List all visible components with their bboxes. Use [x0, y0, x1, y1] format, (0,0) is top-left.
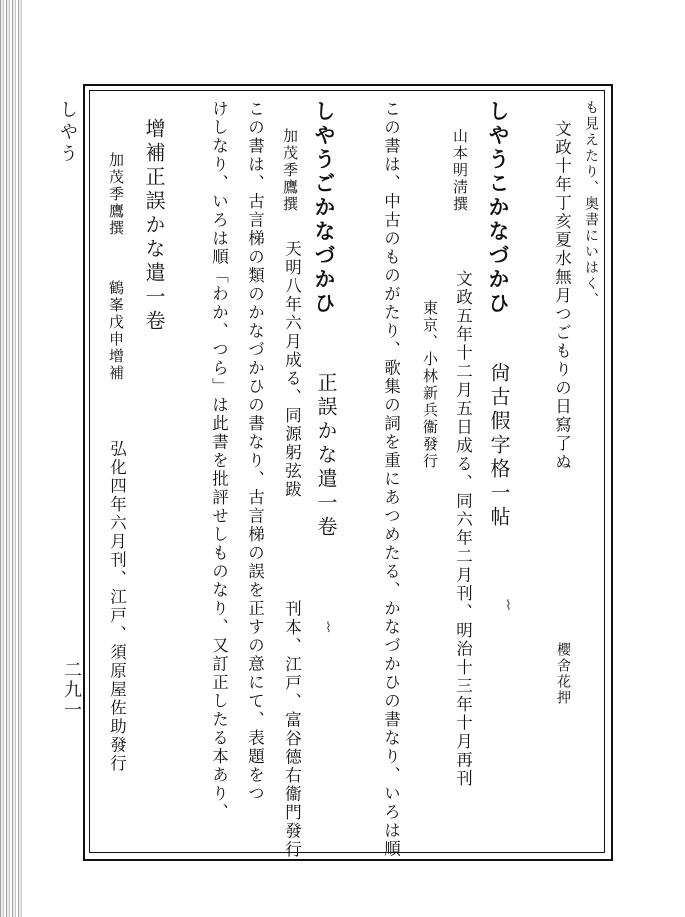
author-line: 加茂季鷹撰 [281, 128, 299, 213]
signature-seal: 櫻舍花押 [555, 642, 571, 706]
ink-mark: ⌇ [325, 620, 332, 636]
page-frame-inner [89, 90, 605, 853]
date-line: 天明八年六月成る、同源躬弦跋 [282, 240, 302, 499]
publisher-line: 東京、小林新兵衞發行 [421, 300, 439, 470]
description-text: この書は、古言梯の類のかなづかひの書なり、古言梯の誤を正すの意にて、表題をつ [245, 100, 265, 803]
text-column: も見えたり、奥書にいはく、 [583, 100, 599, 308]
author-line: 加茂季鷹撰 [107, 152, 125, 237]
publisher-line: 刊本、江戸、富谷德右衞門發行 [282, 600, 302, 859]
entry-heading: しやうごかなづかひ [312, 100, 337, 316]
date-line: 文政五年十二月五日成る、同六年二月刊、明治十三年十月再刊 [453, 270, 473, 788]
text-column: 文政十年丁亥夏水無月つごもりの日寫了ぬ [552, 120, 572, 472]
date-line: 弘化四年六月刊、江戸、須原屋佐助發行 [107, 440, 127, 773]
entry-heading: しやうこかなづかひ [486, 100, 511, 316]
binding-edge [0, 0, 22, 917]
book-title: 增補正誤かな遣一卷 [142, 118, 166, 334]
editor-line: 鶴峯戊申增補 [107, 280, 125, 382]
page-number: 二九一 [61, 660, 82, 720]
description-text: けしなり、いろは順「わか、つら」は此書を批評せしものなり、又訂正したる本あり、 [209, 100, 229, 822]
book-title: 尙古假字格一帖 [487, 362, 511, 530]
description-text: この書は、中古のものがたり、歌集の詞を重にあつめたる、かなづかひの書なり、いろは順 [381, 100, 401, 859]
book-title: 正誤かな遣一卷 [314, 372, 338, 540]
ink-mark: ⌇ [505, 598, 512, 614]
author-line: 山本明淸撰 [451, 128, 469, 213]
running-header: しやう [57, 100, 78, 166]
